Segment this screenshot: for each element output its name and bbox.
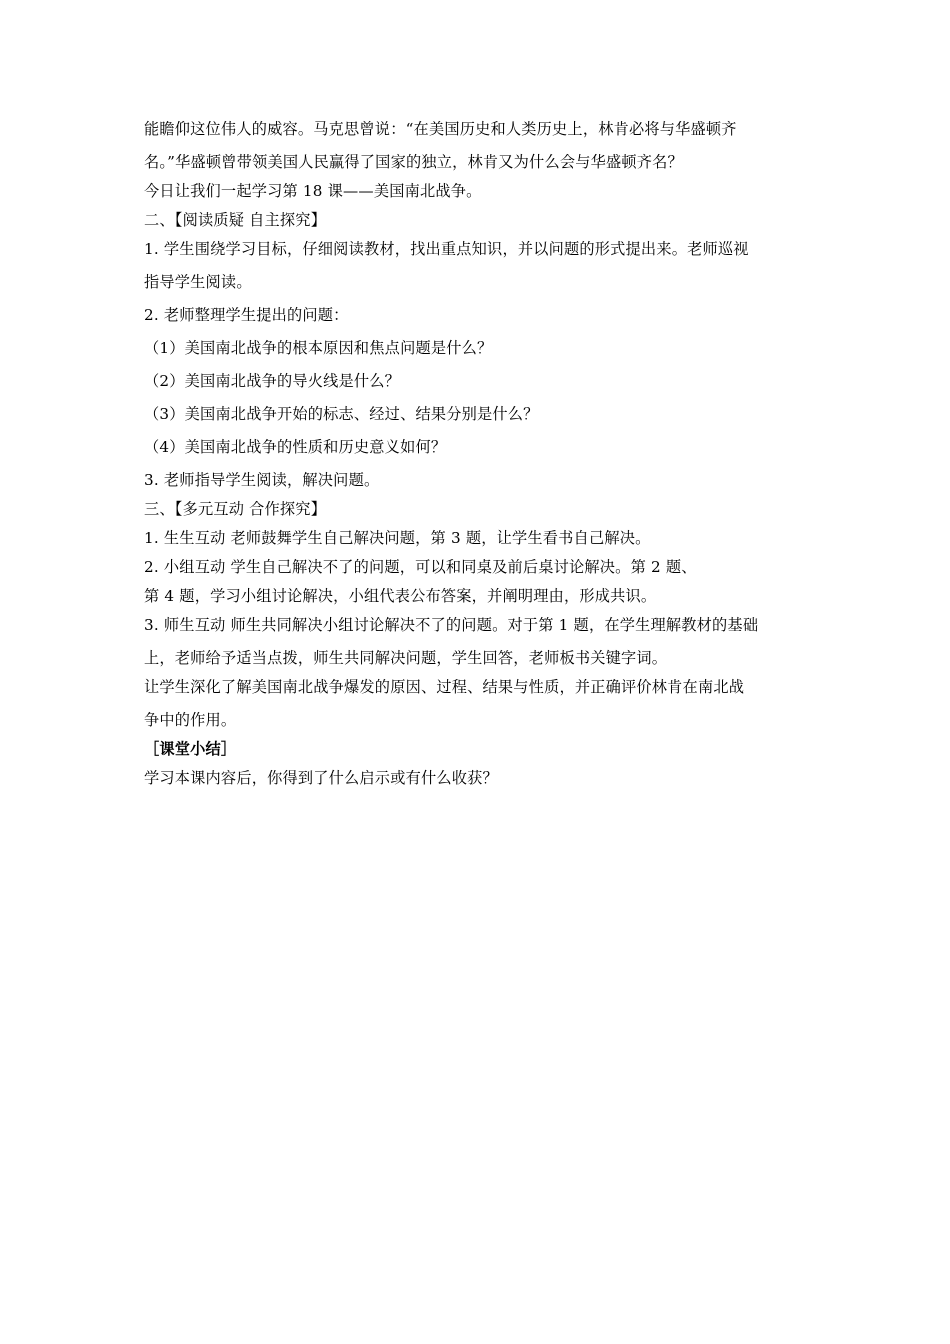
interaction-step-2: 2. 小组互动 学生自己解决不了的问题，可以和同桌及前后桌讨论解决。第 2 题、 — [144, 558, 697, 576]
reading-step-1-cont: 指导学生阅读。 — [144, 273, 252, 291]
question-4: （4）美国南北战争的性质和历史意义如何？ — [144, 438, 447, 456]
interaction-step-2-cont: 第 4 题，学习小组讨论解决，小组代表公布答案，并阐明理由，形成共识。 — [144, 587, 657, 605]
reading-step-1: 1. 学生围绕学习目标，仔细阅读教材，找出重点知识，并以问题的形式提出来。老师巡视 — [144, 240, 749, 258]
question-1: （1）美国南北战争的根本原因和焦点问题是什么？ — [144, 339, 493, 357]
class-summary-heading: ［课堂小结］ — [144, 740, 237, 758]
section-heading-2: 二、【阅读质疑 自主探究】 — [144, 211, 327, 229]
summary-paragraph-line-2: 争中的作用。 — [144, 711, 237, 729]
question-2: （2）美国南北战争的导火线是什么？ — [144, 372, 401, 390]
intro-line-3: 今日让我们一起学习第 18 课——美国南北战争。 — [144, 182, 482, 200]
reading-step-2: 2. 老师整理学生提出的问题： — [144, 306, 349, 324]
class-summary-question: 学习本课内容后，你得到了什么启示或有什么收获？ — [144, 769, 498, 787]
section-heading-3: 三、【多元互动 合作探究】 — [144, 500, 327, 518]
question-3: （3）美国南北战争开始的标志、经过、结果分别是什么？ — [144, 405, 539, 423]
interaction-step-1: 1. 生生互动 老师鼓舞学生自己解决问题，第 3 题，让学生看书自己解决。 — [144, 529, 651, 547]
summary-paragraph-line-1: 让学生深化了解美国南北战争爆发的原因、过程、结果与性质，并正确评价林肯在南北战 — [144, 678, 745, 696]
interaction-step-3: 3. 师生互动 师生共同解决小组讨论解决不了的问题。对于第 1 题，在学生理解教材的基础 — [144, 616, 759, 634]
intro-line-2: 名。”华盛顿曾带领美国人民赢得了国家的独立，林肯又为什么会与华盛顿齐名？ — [144, 153, 683, 171]
lesson-text — [144, 118, 814, 789]
reading-step-3: 3. 老师指导学生阅读，解决问题。 — [144, 471, 380, 489]
interaction-step-3-cont: 上，老师给予适当点拨，师生共同解决问题，学生回答，老师板书关键字词。 — [144, 649, 668, 667]
intro-line-1: 能瞻仰这位伟人的威容。马克思曾说：“在美国历史和人类历史上，林肯必将与华盛顿齐 — [144, 120, 737, 138]
